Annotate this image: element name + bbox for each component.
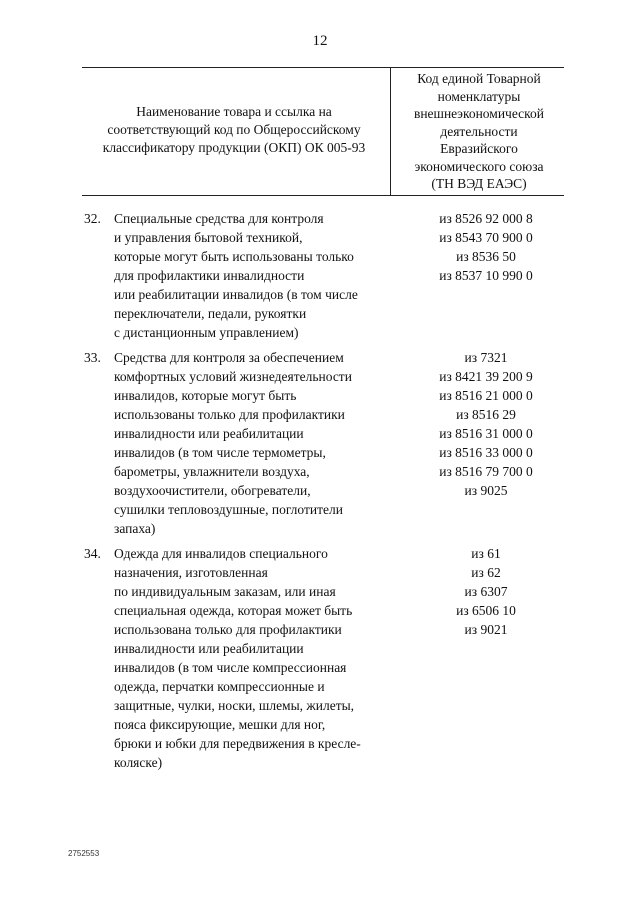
header-left-line: соответствующий код по Общероссийскому xyxy=(107,122,361,137)
tn-ved-code: из 8421 39 200 9 xyxy=(439,369,533,384)
tn-ved-code: из 8536 50 xyxy=(456,249,516,264)
item-text-line: использованы только для профилактики xyxy=(114,407,345,422)
tn-ved-code: из 8516 31 000 0 xyxy=(439,426,533,441)
item-text-line: защитные, чулки, носки, шлемы, жилеты, xyxy=(114,698,355,713)
item-text-line: инвалидов (в том числе компрессионная xyxy=(114,660,347,675)
page-number: 12 xyxy=(312,33,328,49)
item-text-line: запаха) xyxy=(114,521,156,536)
header-right-line: (ТН ВЭД ЕАЭС) xyxy=(431,176,527,191)
item-text-line: пояса фиксирующие, мешки для ног, xyxy=(114,717,326,732)
header-right-line: номенклатуры xyxy=(437,88,521,104)
tn-ved-code: из 6307 xyxy=(464,584,508,599)
item-description xyxy=(114,544,404,772)
item-number: 32. xyxy=(84,211,101,226)
item-text-line: и управления бытовой техникой, xyxy=(114,230,303,245)
item-text-line: одежда, перчатки компрессионные и xyxy=(114,679,325,694)
header-product-name-column xyxy=(84,103,384,157)
tn-ved-code: из 62 xyxy=(471,565,501,580)
header-right-line: внешнеэкономической xyxy=(413,106,545,121)
tn-ved-code: из 61 xyxy=(471,546,501,561)
tn-ved-code: из 8543 70 900 0 xyxy=(439,230,533,245)
tn-ved-code: из 8516 21 000 0 xyxy=(439,388,533,403)
header-code-column xyxy=(396,70,562,193)
item-number: 34. xyxy=(84,546,101,561)
item-text-line: специальная одежда, которая может быть xyxy=(114,603,353,618)
item-text-line: с дистанционным управлением) xyxy=(114,325,299,340)
item-codes xyxy=(406,348,566,500)
header-left-line: классификатору продукции (ОКП) ОК 005-93 xyxy=(102,140,366,155)
tn-ved-code: из 9025 xyxy=(464,483,508,498)
item-text-line: Средства для контроля за обеспечением xyxy=(114,350,344,365)
tn-ved-code: из 7321 xyxy=(464,350,508,365)
tn-ved-code: из 8516 29 xyxy=(456,407,516,422)
item-text-line: коляске) xyxy=(114,755,163,770)
tn-ved-code: из 8526 92 000 8 xyxy=(439,211,533,226)
item-text-line: или реабилитации инвалидов (в том числе xyxy=(114,287,358,302)
item-number: 33. xyxy=(84,350,101,365)
header-right-line: экономического союза xyxy=(414,158,544,174)
item-text-line: воздухоочистители, обогреватели, xyxy=(114,483,311,498)
tn-ved-code: из 8516 33 000 0 xyxy=(439,445,533,460)
document-id: 2752553 xyxy=(68,849,100,858)
item-codes xyxy=(406,544,566,639)
item-text-line: инвалидов (в том числе термометры, xyxy=(114,445,326,460)
item-text-line: барометры, увлажнители воздуха, xyxy=(114,464,310,479)
item-text-line: которые могут быть использованы только xyxy=(114,249,354,264)
item-text-line: Одежда для инвалидов специального xyxy=(114,546,328,561)
item-text-line: инвалидности или реабилитации xyxy=(114,641,304,656)
item-text-line: комфортных условий жизнедеятельности xyxy=(114,369,352,384)
header-top-rule xyxy=(82,67,564,68)
header-column-divider xyxy=(390,67,391,195)
item-description xyxy=(114,209,404,342)
item-text-line: брюки и юбки для передвижения в кресле- xyxy=(114,736,361,751)
tn-ved-code: из 8516 79 700 0 xyxy=(439,464,533,479)
item-text-line: переключатели, педали, рукоятки xyxy=(114,306,307,321)
tn-ved-code: из 8537 10 990 0 xyxy=(439,268,533,283)
header-bottom-rule xyxy=(82,195,564,196)
header-right-line: Евразийского xyxy=(440,141,518,156)
header-right-line: Код единой Товарной xyxy=(417,71,541,86)
tn-ved-code: из 6506 10 xyxy=(456,603,516,618)
item-codes xyxy=(406,209,566,285)
item-text-line: по индивидуальным заказам, или иная xyxy=(114,584,336,599)
item-text-line: Специальные средства для контроля xyxy=(114,211,324,226)
item-text-line: инвалидности или реабилитации xyxy=(114,426,304,441)
header-right-line: деятельности xyxy=(440,123,518,139)
item-text-line: для профилактики инвалидности xyxy=(114,268,305,283)
tn-ved-code: из 9021 xyxy=(464,622,508,637)
item-text-line: назначения, изготовленная xyxy=(114,565,268,580)
item-description xyxy=(114,348,404,538)
header-left-line: Наименование товара и ссылка на xyxy=(136,104,332,119)
item-text-line: сушилки тепловоздушные, поглотители xyxy=(114,502,343,517)
item-text-line: использована только для профилактики xyxy=(114,622,342,637)
item-text-line: инвалидов, которые могут быть xyxy=(114,388,297,403)
